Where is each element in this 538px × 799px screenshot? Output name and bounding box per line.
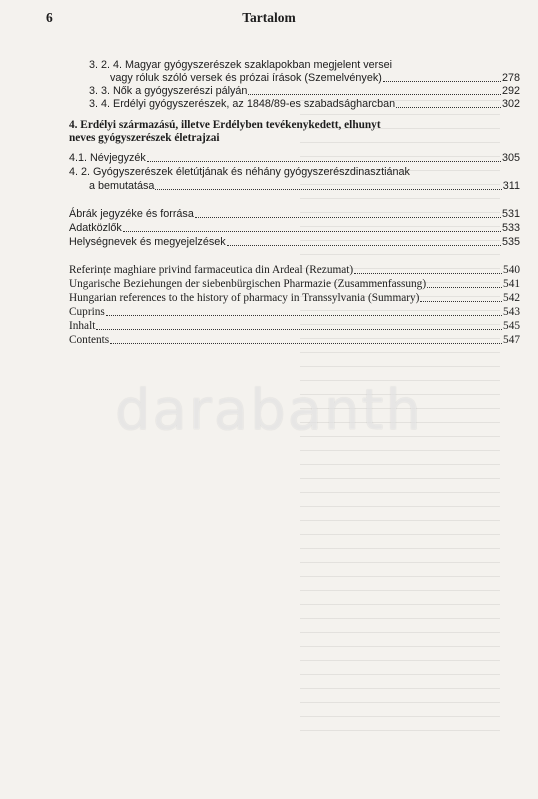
page-ref: 531: [501, 208, 520, 220]
leader-dots: [155, 189, 501, 190]
page-ref: 311: [502, 180, 520, 192]
toc-entry-4-1[interactable]: 4.1. Névjegyzék 305: [69, 152, 520, 164]
toc-chapter-4-line2[interactable]: neves gyógyszerészek életrajzai: [69, 132, 220, 144]
leader-dots: [396, 107, 501, 108]
page-ref: 547: [503, 334, 520, 346]
leader-dots: [123, 231, 501, 232]
toc-entry-summary-ro[interactable]: Referințe maghiare privind farmaceutica din Ardeal (Rezumat) 540: [69, 264, 520, 276]
toc-entry-3-2-4-line1: 3. 2. 4. Magyar gyógyszerészek szaklapokban megjelent versei: [89, 59, 393, 71]
toc-entry-contents[interactable]: Contents 547: [69, 334, 520, 346]
toc-entry-3-2-4[interactable]: vagy róluk szóló versek és prózai írások (Szemelvények) 278: [110, 72, 520, 84]
toc-entry-informants[interactable]: Adatközlők 533: [69, 222, 520, 234]
toc-entry-3-3[interactable]: 3. 3. Nők a gyógyszerészi pályán 292: [89, 85, 520, 97]
toc-entry-figures[interactable]: Ábrák jegyzéke és forrása 531: [69, 208, 520, 220]
page-ref: 545: [503, 320, 520, 332]
toc-entry-summary-en[interactable]: Hungarian references to the history of pharmacy in Transsylvania (Summary) 542: [69, 292, 520, 304]
toc-entry-4-2-line1: 4. 2. Gyógyszerészek életútjának és néhány gyógyszerészdinasztiának: [69, 166, 410, 178]
leader-dots: [383, 81, 501, 82]
toc-entry-3-4[interactable]: 3. 4. Erdélyi gyógyszerészek, az 1848/89-es szabadságharcban 302: [89, 98, 520, 110]
leader-dots: [147, 161, 501, 162]
leader-dots: [96, 329, 502, 330]
page-number: 6: [46, 10, 53, 25]
leader-dots: [195, 217, 501, 218]
page-ref: 533: [501, 222, 520, 234]
leader-dots: [420, 301, 502, 302]
leader-dots: [427, 287, 502, 288]
page-header: [46, 10, 492, 30]
leader-dots: [248, 94, 501, 95]
page-ref: 543: [503, 306, 520, 318]
toc-entry-cuprins[interactable]: Cuprins 543: [69, 306, 520, 318]
leader-dots: [227, 245, 501, 246]
leader-dots: [354, 273, 502, 274]
page-ref: 305: [501, 152, 520, 164]
toc-entry-place-names[interactable]: Helységnevek és megyejelzések 535: [69, 236, 520, 248]
leader-dots: [110, 343, 502, 344]
toc-entry-summary-de[interactable]: Ungarische Beziehungen der siebenbürgischen Pharmazie (Zusammenfassung) 541: [69, 278, 520, 290]
leader-dots: [106, 315, 502, 316]
watermark: darabanth: [114, 378, 423, 443]
toc-entry-inhalt[interactable]: Inhalt 545: [69, 320, 520, 332]
page-ref: 302: [501, 98, 520, 110]
page-ref: 542: [503, 292, 520, 304]
page-ref: 292: [501, 85, 520, 97]
toc-entry-4-2[interactable]: a bemutatása 311: [89, 180, 520, 192]
page-title: Tartalom: [242, 10, 296, 25]
page-ref: 278: [501, 72, 520, 84]
page-ref: 535: [501, 236, 520, 248]
toc-chapter-4-line1[interactable]: 4. Erdélyi származású, illetve Erdélyben tevékenykedett, elhunyt: [69, 119, 381, 131]
page-ref: 540: [503, 264, 520, 276]
page-ref: 541: [503, 278, 520, 290]
